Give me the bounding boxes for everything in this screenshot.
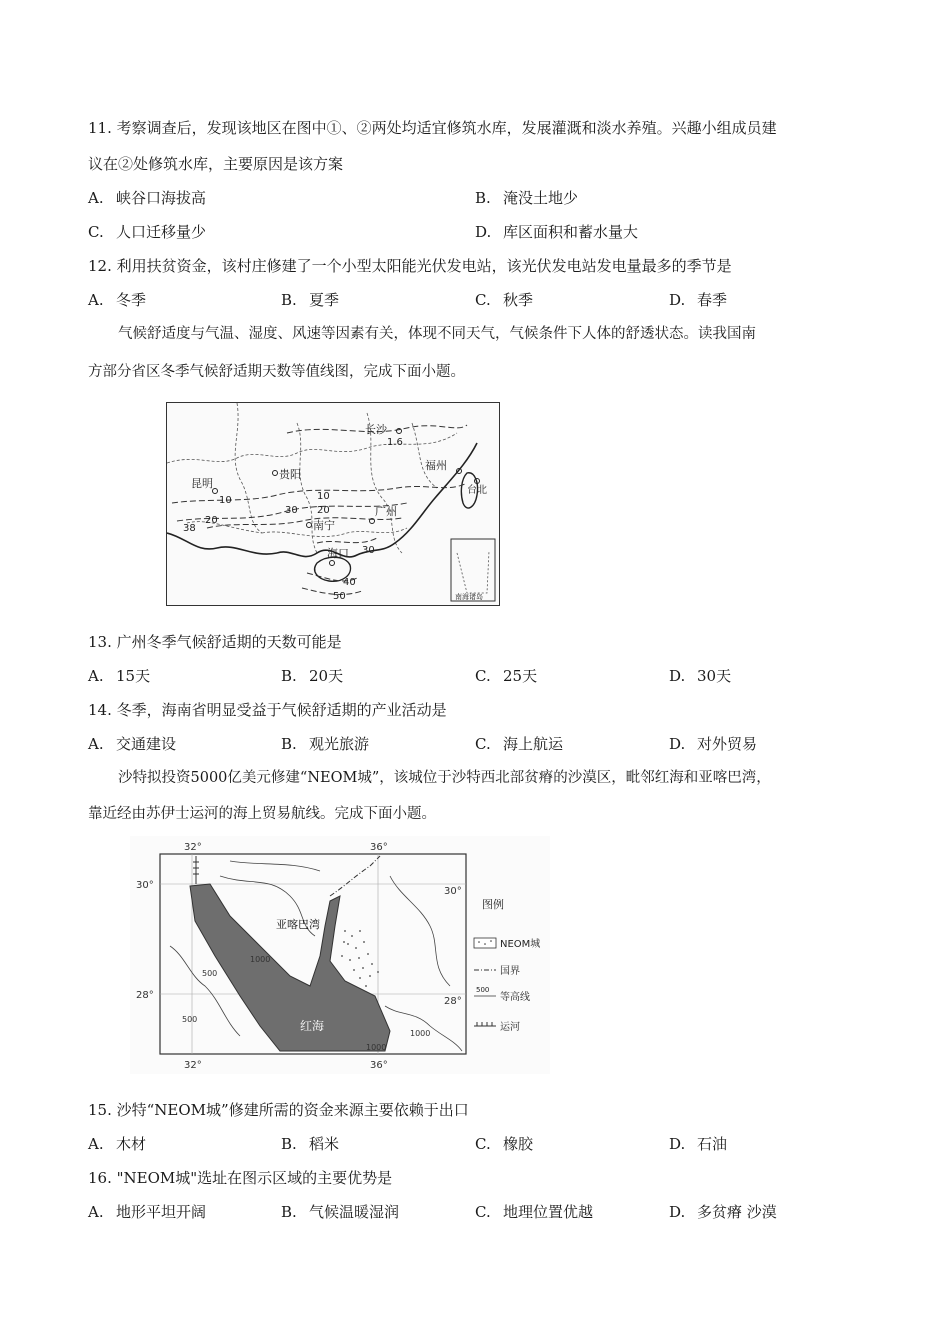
option-key: A.: [88, 189, 104, 207]
option-text: 秋季: [503, 291, 534, 309]
option-text: 15天: [116, 667, 151, 685]
option-key: D.: [669, 1135, 686, 1153]
legend-title: 图例: [482, 898, 504, 911]
isoline-value: 30: [285, 505, 298, 516]
option-key: D.: [669, 735, 686, 753]
q11-option-b[interactable]: [475, 188, 578, 208]
isoline-value: 40: [343, 577, 356, 588]
option-text: 淹没土地少: [503, 189, 579, 207]
q15-option-d[interactable]: [669, 1134, 727, 1154]
lat-label: 30°: [444, 886, 462, 897]
city-label-taibei: 台北: [467, 485, 487, 496]
option-key: B.: [281, 735, 297, 753]
passage2-line1: 沙特拟投资5000亿美元修建“NEOM城”，该城位于沙特西北部贫瘠的沙漠区，毗邻红海和亚喀巴湾，: [118, 770, 771, 786]
option-text: 夏季: [309, 291, 340, 309]
option-key: D.: [669, 291, 686, 309]
inset-label: 南海诸岛: [455, 593, 483, 601]
q12-option-c[interactable]: [475, 290, 533, 310]
option-text: 30天: [697, 667, 732, 685]
city-label-guiyang: 贵阳: [279, 468, 301, 481]
option-key: A.: [88, 1135, 104, 1153]
passage2-line2: 靠近经由苏伊士运河的海上贸易航线。完成下面小题。: [88, 806, 436, 822]
neom-location-map: [130, 836, 550, 1074]
q16-option-c[interactable]: [475, 1202, 593, 1222]
option-key: C.: [475, 1135, 491, 1153]
option-key: C.: [475, 667, 491, 685]
legend-item-contour: 等高线: [500, 992, 530, 1003]
q14-option-b[interactable]: [281, 734, 369, 754]
contour-label: 1000: [250, 955, 271, 964]
isoline-value: 20: [205, 515, 218, 526]
q14-option-a[interactable]: [88, 734, 176, 754]
option-key: C.: [475, 735, 491, 753]
q15-option-c[interactable]: [475, 1134, 533, 1154]
option-text: 25天: [503, 667, 538, 685]
passage1-line1: 气候舒适度与气温、湿度、风速等因素有关，体现不同天气，气候条件下人体的舒透状态。读我国南: [118, 326, 756, 342]
option-text: 20天: [309, 667, 344, 685]
neom-map-svg: [130, 836, 550, 1074]
contour-label: 1000: [410, 1029, 431, 1038]
q11-option-a[interactable]: [88, 188, 206, 208]
sea-label: 红海: [300, 1019, 325, 1033]
q15-option-b[interactable]: [281, 1134, 339, 1154]
option-key: B.: [281, 1135, 297, 1153]
option-key: D.: [475, 223, 492, 241]
city-label-nanning: 南宁: [313, 519, 335, 532]
option-text: 稻米: [309, 1135, 340, 1153]
q12-option-d[interactable]: [669, 290, 727, 310]
q13-option-c[interactable]: [475, 666, 537, 686]
option-key: A.: [88, 1203, 104, 1221]
option-text: 人口迁移量少: [116, 223, 207, 241]
contour-label: 500: [182, 1015, 198, 1024]
option-text: 石油: [697, 1135, 728, 1153]
city-label-fuzhou: 福州: [425, 459, 447, 472]
option-key: B.: [281, 1203, 297, 1221]
option-key: D.: [669, 667, 686, 685]
q11-stem-line1: 11. 考察调查后，发现该地区在图中①、②两处均适宜修筑水库，发展灌溉和淡水养殖。兴趣小组成员建: [88, 119, 777, 137]
option-text: 对外贸易: [697, 735, 758, 753]
option-text: 木材: [116, 1135, 147, 1153]
lat-label: 28°: [444, 996, 462, 1007]
lon-label: 36°: [370, 842, 388, 853]
lon-label: 36°: [370, 1060, 388, 1071]
isoline-value: 38: [183, 523, 196, 534]
q15-option-a[interactable]: [88, 1134, 146, 1154]
q16-option-b[interactable]: [281, 1202, 399, 1222]
isoline-map-svg: [167, 403, 499, 605]
option-key: B.: [281, 291, 297, 309]
option-key: C.: [475, 291, 491, 309]
comfort-days-isoline-map: [166, 402, 500, 606]
isoline-value: 20: [317, 505, 330, 516]
option-key: B.: [475, 189, 491, 207]
isoline-value: 10: [317, 491, 330, 502]
contour-label: 500: [202, 969, 218, 978]
q13-option-d[interactable]: [669, 666, 731, 686]
q14-stem: 14. 冬季，海南省明显受益于气候舒适期的产业活动是: [88, 701, 447, 719]
option-key: A.: [88, 291, 104, 309]
option-text: 库区面积和蓄水量大: [503, 223, 639, 241]
q11-option-d[interactable]: [475, 222, 638, 242]
option-key: C.: [475, 1203, 491, 1221]
q13-stem: 13. 广州冬季气候舒适期的天数可能是: [88, 633, 342, 651]
option-key: A.: [88, 735, 104, 753]
q15-stem: 15. 沙特“NEOM城”修建所需的资金来源主要依赖于出口: [88, 1101, 469, 1119]
legend-item-neom: NEOM城: [500, 939, 541, 950]
city-label-haikou: 海口: [327, 547, 349, 560]
option-text: 多贫瘠 沙漠: [697, 1203, 777, 1221]
option-text: 冬季: [116, 291, 147, 309]
q13-option-b[interactable]: [281, 666, 343, 686]
lat-label: 30°: [136, 880, 154, 891]
city-label-kunming: 昆明: [191, 477, 213, 490]
q14-option-d[interactable]: [669, 734, 757, 754]
option-key: C.: [88, 223, 104, 241]
option-text: 地理位置优越: [503, 1203, 594, 1221]
q16-option-d[interactable]: [669, 1202, 777, 1222]
q13-option-a[interactable]: [88, 666, 150, 686]
option-text: 气候温暖湿润: [309, 1203, 400, 1221]
q12-stem: 12. 利用扶贫资金，该村庄修建了一个小型太阳能光伏发电站，该光伏发电站发电量最多的季节是: [88, 257, 732, 275]
lon-label: 32°: [184, 842, 202, 853]
isoline-value: 30: [362, 545, 375, 556]
q14-option-c[interactable]: [475, 734, 563, 754]
contour-label: 1000: [366, 1043, 387, 1052]
option-text: 地形平坦开阔: [116, 1203, 207, 1221]
option-text: 橡胶: [503, 1135, 534, 1153]
q12-option-a[interactable]: [88, 290, 146, 310]
q12-option-b[interactable]: [281, 290, 339, 310]
option-key: B.: [281, 667, 297, 685]
q11-stem-line2: 议在②处修筑水库，主要原因是该方案: [88, 155, 344, 173]
legend-item-border: 国界: [500, 966, 520, 977]
option-key: D.: [669, 1203, 686, 1221]
legend-item-canal: 运河: [500, 1022, 520, 1033]
lat-label: 28°: [136, 990, 154, 1001]
q16-stem: 16. "NEOM城"选址在图示区域的主要优势是: [88, 1169, 393, 1187]
option-text: 春季: [697, 291, 728, 309]
option-text: 观光旅游: [309, 735, 370, 753]
legend-contour-value: 500: [476, 986, 490, 994]
option-text: 交通建设: [116, 735, 177, 753]
gulf-label: 亚喀巴湾: [276, 918, 320, 931]
city-label-changsha: 长沙: [365, 423, 387, 436]
q11-option-c[interactable]: [88, 222, 206, 242]
isoline-value: 50: [333, 591, 346, 602]
city-label-guangzhou: 广州: [375, 505, 397, 518]
isoline-value: 10: [219, 495, 232, 506]
q16-option-a[interactable]: [88, 1202, 206, 1222]
option-text: 峡谷口海拔高: [116, 189, 207, 207]
passage1-line2: 方部分省区冬季气候舒适期天数等值线图，完成下面小题。: [88, 364, 465, 380]
option-key: A.: [88, 667, 104, 685]
isoline-value: 1.6: [387, 437, 403, 448]
option-text: 海上航运: [503, 735, 564, 753]
lon-label: 32°: [184, 1060, 202, 1071]
